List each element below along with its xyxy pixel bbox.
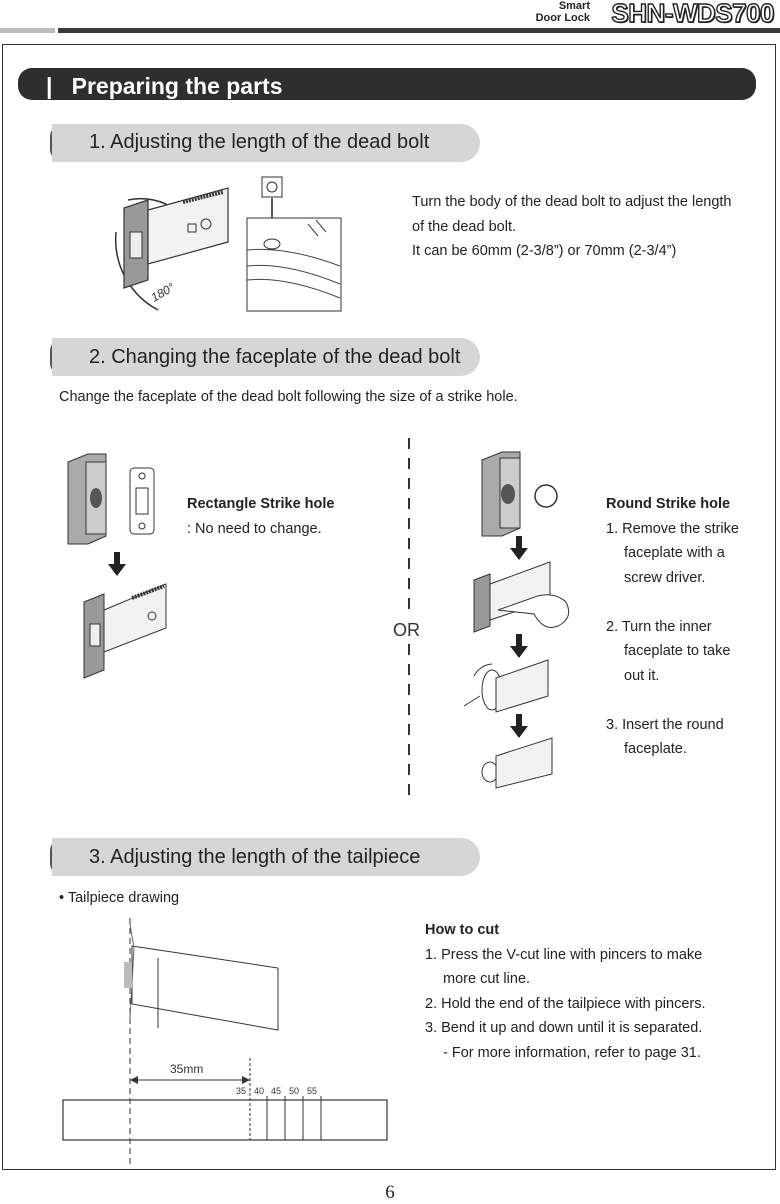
how-step-note: - For more information, refer to page 31. xyxy=(443,1044,701,1061)
round-step-2-line-1: 2. Turn the inner xyxy=(606,618,712,635)
round-step-3-line-2: faceplate. xyxy=(624,741,687,757)
section-2-intro: Change the faceplate of the dead bolt following the size of a strike hole. xyxy=(59,389,518,405)
how-step-3: 3. Bend it up and down until it is separated. xyxy=(425,1020,703,1036)
page-number: 6 xyxy=(385,1182,395,1203)
or-divider xyxy=(407,438,411,798)
round-step-2-line-2: faceplate to take xyxy=(624,643,731,659)
deadbolt-detail-figure xyxy=(246,176,342,312)
page-title xyxy=(46,73,283,100)
round-step-1-line-2: faceplate with a xyxy=(624,545,725,561)
tick-35: 35 xyxy=(236,1086,247,1096)
section-2-heading: 2. Changing the faceplate of the dead bolt xyxy=(89,346,461,368)
deadbolt-rotate-figure xyxy=(88,180,248,320)
round-strike-figure xyxy=(462,450,577,790)
how-step-2: 2. Hold the end of the tailpiece with pincers. xyxy=(425,995,706,1012)
model-name: SHN-WDS700 xyxy=(611,0,774,28)
rectangle-strike-note: : No need to change. xyxy=(187,520,322,537)
dimension-label: 35mm xyxy=(170,1062,204,1076)
section-1-text xyxy=(412,190,732,264)
tailpiece-drawing xyxy=(60,918,390,1168)
how-step-1-cont: more cut line. xyxy=(443,971,531,987)
tick-40: 40 xyxy=(254,1086,265,1096)
header-rule xyxy=(58,28,780,33)
rectangle-strike-text xyxy=(187,492,334,541)
brand-line-1: Smart xyxy=(558,0,590,12)
how-to-cut xyxy=(425,918,706,1065)
round-step-2-line-3: out it. xyxy=(624,667,660,684)
section-1-line-3: It can be 60mm (2-3/8”) or 70mm (2-3/4”) xyxy=(412,243,677,259)
tailpiece-drawing-label: • Tailpiece drawing xyxy=(59,890,180,906)
how-step-1: 1. Press the V-cut line with pincers to make xyxy=(425,946,703,963)
round-strike-title: Round Strike hole xyxy=(606,496,731,512)
tick-55: 55 xyxy=(307,1086,318,1096)
round-step-1-line-3: screw driver. xyxy=(624,569,706,586)
round-step-1-line-1: 1. Remove the strike xyxy=(606,520,739,537)
rectangle-strike-title: Rectangle Strike hole xyxy=(187,496,335,512)
rotation-label: 180° xyxy=(148,280,178,305)
rectangle-strike-figure xyxy=(66,452,176,677)
tick-50: 50 xyxy=(289,1086,300,1096)
header-rule-grey xyxy=(0,28,55,33)
or-label: OR xyxy=(393,620,420,640)
section-3-heading: 3. Adjusting the length of the tailpiece xyxy=(89,846,421,868)
round-strike-text xyxy=(606,492,739,762)
brand-line-2: Door Lock xyxy=(535,12,590,24)
brand-label xyxy=(536,0,590,24)
title-bullet: | xyxy=(46,73,53,99)
section-1-line-2: of the dead bolt. xyxy=(412,218,516,235)
how-to-cut-title: How to cut xyxy=(425,922,500,938)
round-step-3-line-1: 3. Insert the round xyxy=(606,716,724,733)
section-1-heading: 1. Adjusting the length of the dead bolt xyxy=(89,131,430,153)
section-1-line-1: Turn the body of the dead bolt to adjust the length xyxy=(412,194,732,210)
title-text: Preparing the parts xyxy=(71,73,283,99)
tick-45: 45 xyxy=(271,1086,282,1096)
